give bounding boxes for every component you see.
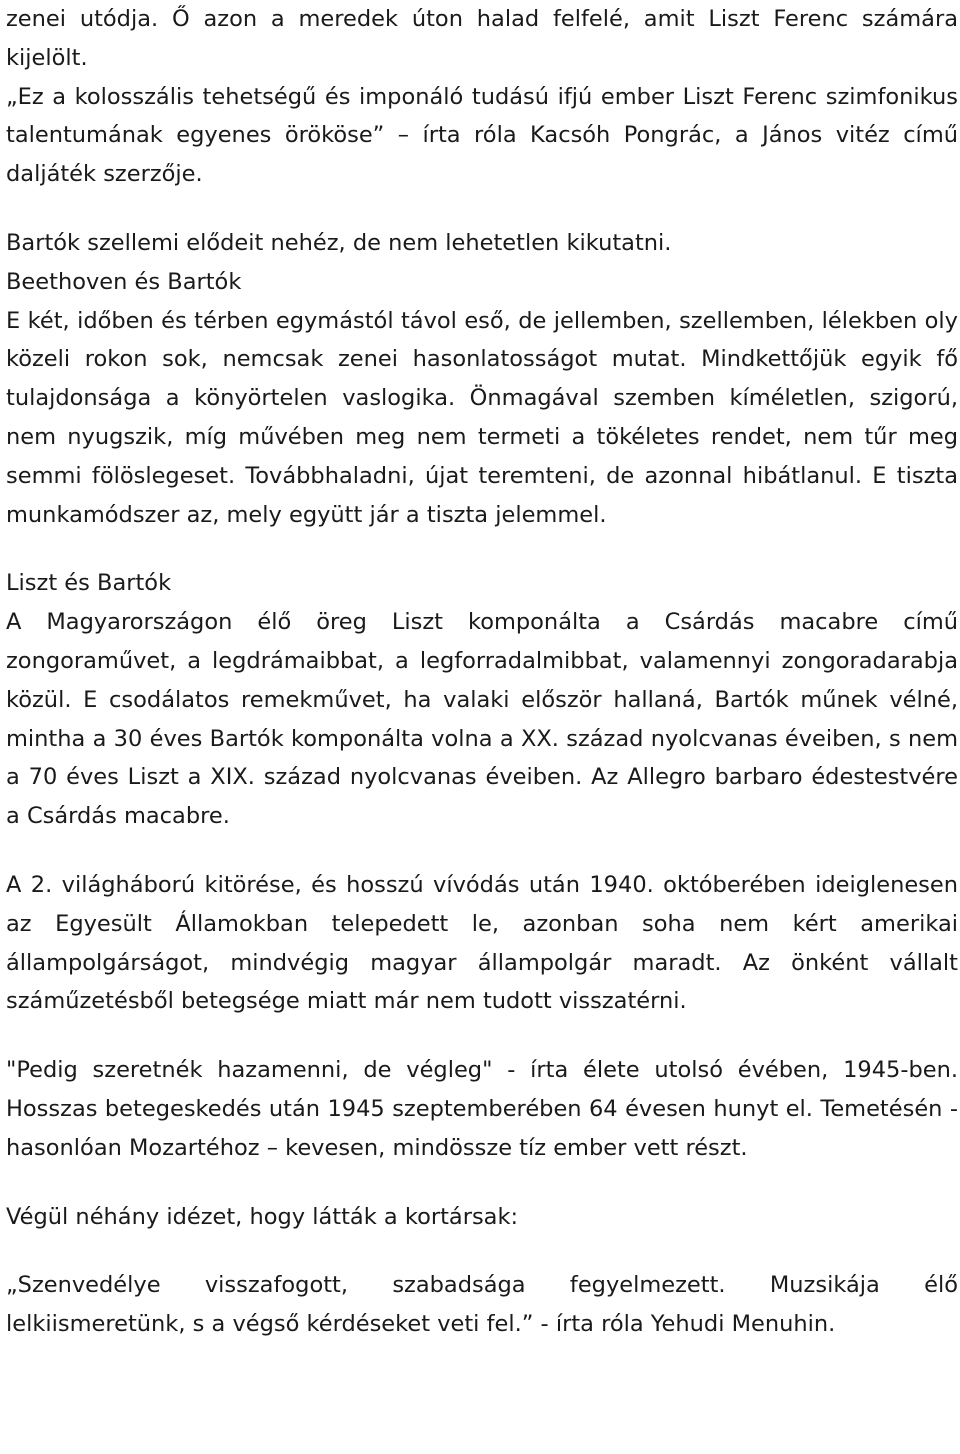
paragraph-spiritual-predecessors: Bartók szellemi elődeit nehéz, de nem lehetetlen kikutatni. bbox=[6, 229, 672, 256]
paragraph-intro-continuation: zenei utódja. Ő azon a meredek úton halad felfelé, amit Liszt Ferenc számára kijelölt. bbox=[6, 6, 958, 71]
paragraph-quotes-intro: Végül néhány idézet, hogy látták a kortársak: bbox=[6, 1203, 519, 1230]
section-heading-beethoven: Beethoven és Bartók bbox=[6, 268, 242, 295]
paragraph-gap bbox=[6, 836, 958, 866]
paragraph-gap bbox=[6, 1021, 958, 1051]
paragraph-gap bbox=[6, 194, 958, 224]
paragraph-world-war: A 2. világháború kitörése, és hosszú vívódás után 1940. októberében ideiglenesen az Egyesült Államokban telepedett le, azonban soha nem kért amerikai állampolgárságot, mindvégig magyar állampolgár maradt. Az önként vállalt száműzetésből betegsége miatt már nem tudott visszatérni. bbox=[6, 871, 958, 1015]
paragraph-gap bbox=[6, 1236, 958, 1266]
paragraph-kacsoh-quote: „Ez a kolosszális tehetségű és imponáló tudású ifjú ember Liszt Ferenc szimfonikus talentumának egyenes örököse” – írta róla Kacsóh Pongrác, a János vitéz című daljáték szerzője. bbox=[6, 83, 958, 188]
document-page bbox=[6, 0, 958, 1344]
paragraph-gap bbox=[6, 534, 958, 564]
section-heading-liszt: Liszt és Bartók bbox=[6, 570, 172, 597]
paragraph-going-home: "Pedig szeretnék hazamenni, de végleg" - írta élete utolsó évében, 1945-ben. Hosszas betegeskedés után 1945 szeptemberében 64 évesen hunyt el. Temetésén - hasonlóan Mozartéhoz – kevesen, mindössze tíz ember vett részt. bbox=[6, 1057, 958, 1161]
paragraph-gap bbox=[6, 1168, 958, 1198]
paragraph-beethoven: E két, időben és térben egymástól távol eső, de jellemben, szellemben, lélekben oly közeli rokon sok, nemcsak zenei hasonlatosságot mutat. Mindkettőjük egyik fő tulajdonsága a könyörtelen vaslogika. Önmagával szemben kíméletlen, szigorú, nem nyugszik, míg művében meg nem termeti a tökéletes rendet, nem tűr meg semmi fölöslegeset. Továbbhaladni, újat teremteni, de azonnal hibátlanul. E tiszta munkamódszer az, mely együtt jár a tiszta jelemmel. bbox=[6, 307, 958, 528]
paragraph-liszt: A Magyarországon élő öreg Liszt komponálta a Csárdás macabre című zongoraművet, a legdrámaibbat, a legforradalmibbat, valamennyi zongoradarabja közül. E csodálatos remekművet, ha valaki először hallaná, Bartók műnek vélné, mintha a 30 éves Bartók komponálta volna a XX. század nyolcvanas éveiben, s nem a 70 éves Liszt a XIX. század nyolcvanas éveiben. Az Allegro barbaro édestestvére a Csárdás macabre. bbox=[6, 609, 958, 830]
paragraph-menuhin-quote: „Szenvedélye visszafogott, szabadsága fegyelmezett. Muzsikája élő lelkiismeretünk, s a végső kérdéseket veti fel.” - írta róla Yehudi Menuhin. bbox=[6, 1272, 958, 1338]
